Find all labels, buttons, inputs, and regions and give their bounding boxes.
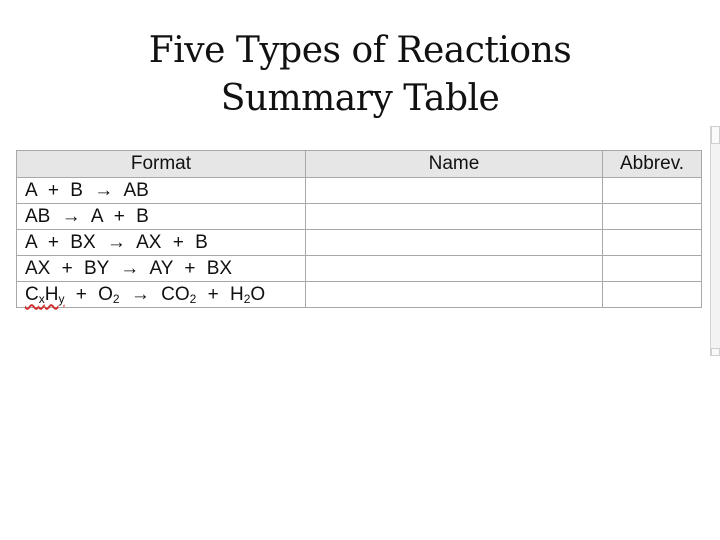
abbrev-cell[interactable] <box>603 204 702 230</box>
table-row <box>17 178 702 204</box>
name-cell[interactable] <box>305 204 602 230</box>
summary-table <box>16 150 702 308</box>
abbrev-cell[interactable] <box>603 256 702 282</box>
table-row <box>17 204 702 230</box>
table-row <box>17 230 702 256</box>
title-line-2: Summary Table <box>220 78 500 119</box>
title-line-1: Five Types of Reactions <box>148 30 572 71</box>
format-cell-combustion[interactable]: $C_xH_y + O_2 \to CO_2 + H_2O$ <box>17 282 306 308</box>
header-row <box>17 151 702 178</box>
name-cell[interactable] <box>305 230 602 256</box>
scroll-thumb[interactable] <box>711 126 720 144</box>
vertical-scrollbar[interactable] <box>710 126 720 356</box>
scroll-down-button[interactable] <box>711 348 720 356</box>
abbrev-cell[interactable] <box>603 282 702 308</box>
format-header: Format <box>17 151 306 178</box>
table-row <box>17 256 702 282</box>
name-cell[interactable] <box>305 256 602 282</box>
name-cell[interactable] <box>305 178 602 204</box>
abbrev-header: Abbrev. <box>603 151 702 178</box>
name-cell[interactable] <box>305 282 602 308</box>
format-cell[interactable]: A + B → AB <box>17 178 306 204</box>
table-row <box>17 282 702 308</box>
format-cell[interactable]: AX + BY → AY + BX <box>17 256 306 282</box>
format-cell[interactable]: A + BX → AX + B <box>17 230 306 256</box>
name-header: Name <box>305 151 602 178</box>
abbrev-cell[interactable] <box>603 178 702 204</box>
format-cell[interactable]: AB → A + B <box>17 204 306 230</box>
abbrev-cell[interactable] <box>603 230 702 256</box>
hydrocarbon-formula: $C_xH_y$ <box>25 283 65 306</box>
